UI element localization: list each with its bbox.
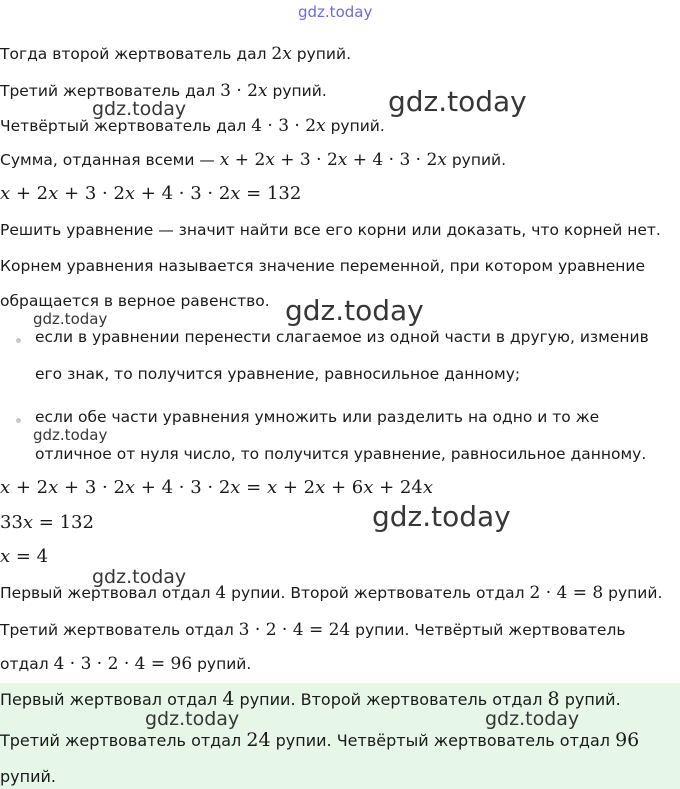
result-line-3	[0, 654, 251, 674]
bullet-1-line-2: его знак, то получится уравнение, равносильное данному;	[35, 365, 521, 383]
watermark: gdz.today	[145, 708, 240, 730]
math-expression: 3 · 2x	[220, 81, 268, 101]
text: Тогда второй жертвователь дал	[0, 45, 272, 63]
text: рупий.	[291, 45, 351, 63]
watermark: gdz.today	[92, 98, 187, 120]
watermark: gdz.today	[372, 500, 511, 533]
math-expression: 4 · 3 · 2x	[251, 116, 326, 136]
watermark: gdz.today	[33, 310, 108, 328]
answer-block	[0, 683, 680, 789]
math-expression: 4	[222, 688, 235, 710]
text: Первый жертвовал отдал	[0, 584, 216, 602]
text: рупий.	[446, 151, 507, 169]
solution-line-3	[0, 116, 385, 136]
math-expression: 3 · 2 · 4 = 24	[238, 620, 351, 640]
text: отдал	[0, 655, 54, 673]
watermark: gdz.today	[485, 708, 580, 730]
bullet-2-line-1: если обе части уравнения умножить или разделить на одно и то же	[35, 408, 600, 426]
text: рупии. Второй жертвователь отдал	[234, 690, 548, 709]
math-expression: 2 · 4 = 8	[529, 583, 604, 603]
theory-line-1: Решить уравнение — значит найти все его корни или доказать, что корней нет.	[0, 221, 661, 239]
answer-line-3: рупий.	[0, 767, 56, 786]
theory-line-2: Корнем уравнения называется значение переменной, при котором уравнение	[0, 257, 645, 275]
theory-line-3: обращается в верное равенство.	[0, 292, 270, 310]
text: рупии. Второй жертвователь отдал	[226, 584, 530, 602]
math-expression: 2x	[271, 44, 292, 64]
text: Третий жертвователь отдал	[0, 731, 247, 750]
math-expression: 4	[215, 583, 227, 603]
equation-4: x = 4	[0, 546, 49, 567]
equation-3: 33x = 132	[0, 512, 94, 533]
solution-line-4	[0, 150, 506, 170]
math-expression: 24	[246, 729, 271, 751]
bullet-2-line-2: отличное от нуля число, то получится уравнение, равносильное данному.	[35, 445, 647, 463]
equation-1: x + 2x + 3 · 2x + 4 · 3 · 2x = 132	[0, 183, 302, 204]
math-expression: 96	[615, 729, 640, 751]
watermark: gdz.today	[92, 566, 187, 588]
watermark: gdz.today	[33, 426, 108, 444]
equation-2: x + 2x + 3 · 2x + 4 · 3 · 2x = x + 2x + 6x + 24x	[0, 477, 433, 498]
math-expression: 8	[547, 688, 560, 710]
watermark: gdz.today	[285, 294, 424, 327]
bullet-icon	[16, 338, 21, 343]
text: рупий.	[267, 82, 327, 100]
text: рупий.	[192, 655, 252, 673]
text: рупий.	[559, 690, 621, 709]
result-line-1	[0, 583, 662, 603]
math-expression: 4 · 3 · 2 · 4 = 96	[53, 654, 193, 674]
text: Четвёртый жертвователь дал	[0, 117, 252, 135]
watermark: gdz.today	[388, 85, 527, 118]
result-line-2	[0, 620, 626, 640]
bullet-1-line-1: если в уравнении перенести слагаемое из одной части в другую, изменив	[35, 328, 649, 346]
watermark-top: gdz.today	[298, 3, 373, 21]
math-expression: x + 2x + 3 · 2x + 4 · 3 · 2x	[219, 150, 447, 170]
text: Сумма, отданная всеми —	[0, 151, 220, 169]
text: Третий жертвователь отдал	[0, 621, 239, 639]
answer-line-1	[0, 688, 621, 710]
text: Третий жертвователь дал	[0, 82, 221, 100]
text: рупий.	[325, 117, 385, 135]
text: рупии. Четвёртый жертвователь	[350, 621, 626, 639]
text: Первый жертвовал отдал	[0, 690, 223, 709]
solution-line-1	[0, 44, 351, 64]
bullet-icon	[16, 418, 21, 423]
answer-line-2	[0, 729, 639, 751]
text: рупий.	[603, 584, 663, 602]
text: рупии. Четвёртый жертвователь отдал	[270, 731, 616, 750]
